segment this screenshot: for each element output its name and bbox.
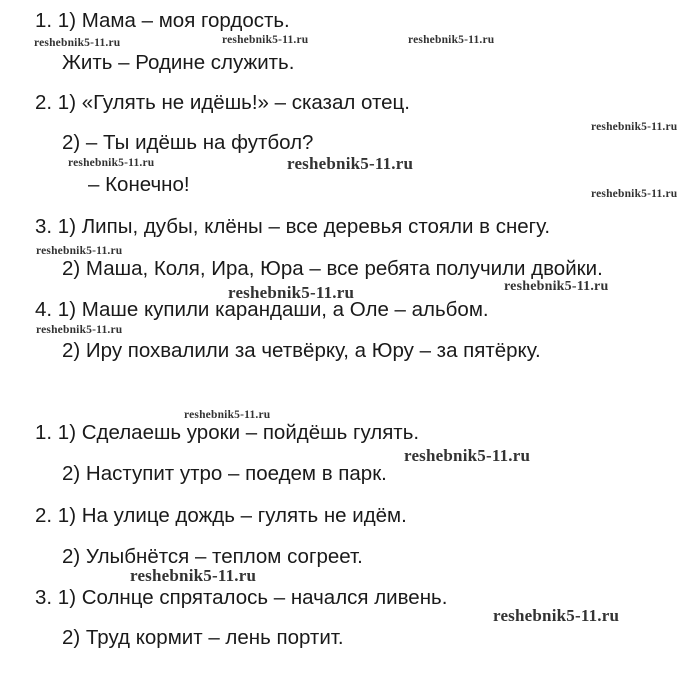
text-line: 2) Улыбнётся – теплом согреет. — [62, 545, 363, 568]
watermark: reshebnik5-11.ru — [493, 606, 620, 625]
text-line: 2. 1) На улице дождь – гулять не идём. — [35, 504, 407, 527]
text-line: 2) Маша, Коля, Ира, Юра – все ребята получили двойки. — [62, 257, 603, 280]
watermark: reshebnik5-11.ru — [287, 154, 414, 173]
watermark: reshebnik5-11.ru — [222, 34, 309, 46]
text-line: 2. 1) «Гулять не идёшь!» – сказал отец. — [35, 91, 410, 114]
text-line: 1. 1) Сделаешь уроки – пойдёшь гулять. — [35, 421, 420, 444]
watermark: reshebnik5-11.ru — [404, 446, 531, 465]
watermark: reshebnik5-11.ru — [591, 121, 678, 133]
watermark: reshebnik5-11.ru — [68, 157, 155, 169]
watermark: reshebnik5-11.ru — [184, 409, 271, 421]
text-line: 2) – Ты идёшь на футбол? — [62, 131, 314, 154]
text-line: 3. 1) Солнце спряталось – начался ливень. — [35, 586, 448, 609]
text-line: 3. 1) Липы, дубы, клёны – все деревья стояли в снегу. — [35, 215, 551, 238]
watermark: reshebnik5-11.ru — [504, 279, 609, 294]
text-line: 1. 1) Мама – моя гордость. — [35, 9, 290, 32]
text-line: 4. 1) Маше купили карандаши, а Оле – альбом. — [35, 298, 489, 321]
text-line: 2) Труд кормит – лень портит. — [62, 626, 344, 649]
text-line: – Конечно! — [88, 173, 190, 196]
watermark: reshebnik5-11.ru — [36, 245, 123, 257]
watermark: reshebnik5-11.ru — [130, 566, 257, 585]
text-line: 2) Наступит утро – поедем в парк. — [62, 462, 387, 485]
text-line: 2) Иру похвалили за четвёрку, а Юру – за пятёрку. — [62, 339, 541, 362]
watermark: reshebnik5-11.ru — [228, 283, 355, 302]
watermark: reshebnik5-11.ru — [36, 324, 123, 336]
watermark: reshebnik5-11.ru — [34, 37, 121, 49]
text-line: Жить – Родине служить. — [62, 51, 295, 74]
watermark: reshebnik5-11.ru — [591, 188, 678, 200]
watermark: reshebnik5-11.ru — [408, 34, 495, 46]
